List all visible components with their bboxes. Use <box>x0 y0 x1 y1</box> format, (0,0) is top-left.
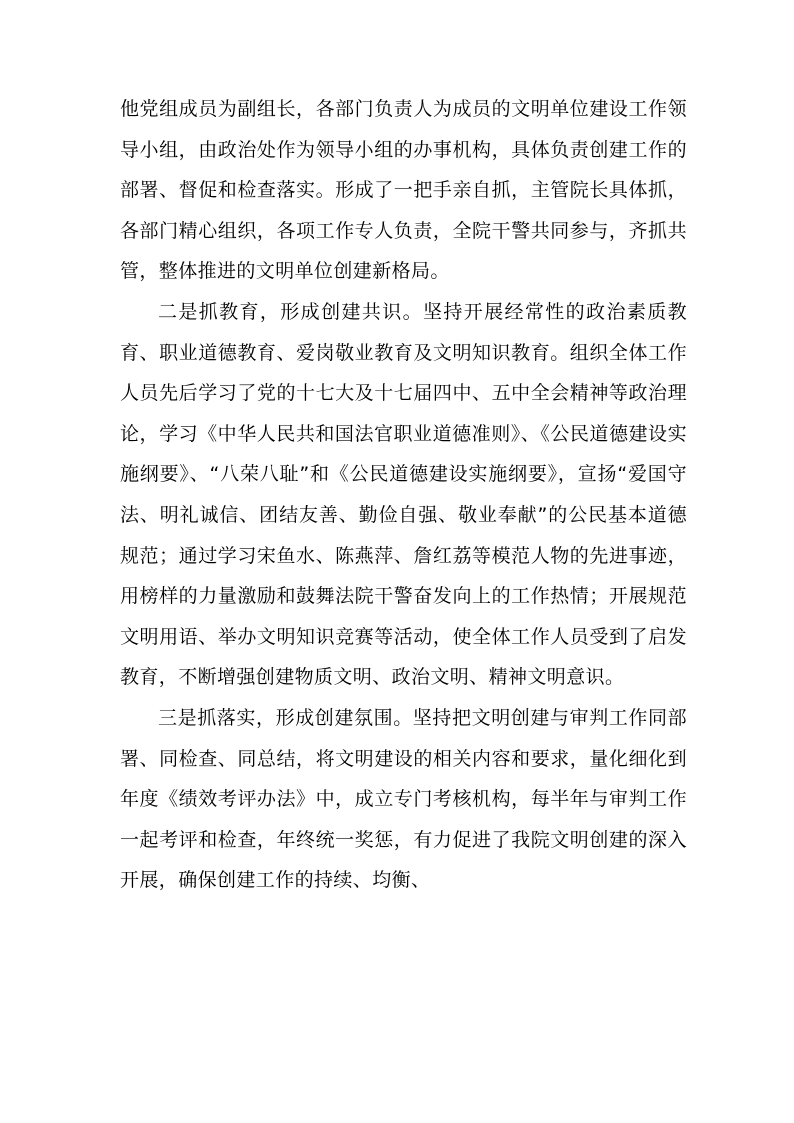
paragraph-implementation: 三是抓落实，形成创建氛围。坚持把文明创建与审判工作同部署、同检查、同总结，将文明建设的相关内容和要求，量化细化到年度《绩效考评办法》中，成立专门考核机构，每半年与审判工作一起考评和检查，年终统一奖惩，有力促进了我院文明创建的深入开展，确保创建工作的持续、均衡、 <box>120 706 687 892</box>
document-body <box>120 89 687 901</box>
paragraph-education: 二是抓教育，形成创建共识。坚持开展经常性的政治素质教育、职业道德教育、爱岗敬业教育及文明知识教育。组织全体工作人员先后学习了党的十七大及十七届四中、五中全会精神等政治理论，学习《中华人民共和国法官职业道德准则》、《公民道德建设实施纲要》、“八荣八耻”和《公民道德建设实施纲要》，宣扬“爱国守法、明礼诚信、团结友善、勤俭自强、敬业奉献”的公民基本道德规范；通过学习宋鱼水、陈燕萍、詹红荔等模范人物的先进事迹，用榜样的力量激励和鼓舞法院干警奋发向上的工作热情；开展规范文明用语、举办文明知识竞赛等活动，使全体工作人员受到了启发教育，不断增强创建物质文明、政治文明、精神文明意识。 <box>120 300 687 689</box>
paragraph-continued: 他党组成员为副组长，各部门负责人为成员的文明单位建设工作领导小组，由政治处作为领导小组的办事机构，具体负责创建工作的部署、督促和检查落实。形成了一把手亲自抓，主管院长具体抓，各部门精心组织，各项工作专人负责，全院干警共同参与，齐抓共管，整体推进的文明单位创建新格局。 <box>120 98 687 283</box>
